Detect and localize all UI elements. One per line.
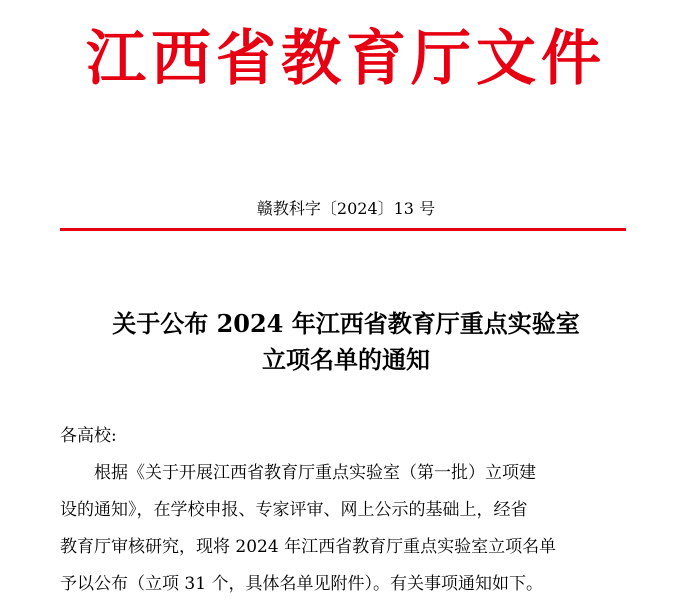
addressee: 各高校:	[60, 426, 117, 446]
paragraph-line: 设的通知》，在学校申报、专家评审、网上公示的基础上，经省	[60, 500, 528, 520]
notice-title	[0, 306, 692, 378]
paragraph-line: 教育厅审核研究，现将 2024 年江西省教育厅重点实验室立项名单	[60, 537, 557, 557]
notice-body	[60, 418, 640, 603]
red-divider-line	[60, 228, 626, 231]
document-number: 赣教科字〔2024〕13 号	[256, 199, 436, 218]
paragraph-line: 根据《关于开展江西省教育厅重点实验室（第一批）立项建	[94, 463, 536, 483]
notice-title-line-1: 关于公布 2024 年江西省教育厅重点实验室	[112, 309, 580, 338]
masthead-title: 江西省教育厅文件	[86, 24, 606, 94]
notice-title-line-2: 立项名单的通知	[262, 345, 430, 374]
paragraph-line: 予以公布（立项 31 个，具体名单见附件）。有关事项通知如下。	[60, 574, 543, 594]
